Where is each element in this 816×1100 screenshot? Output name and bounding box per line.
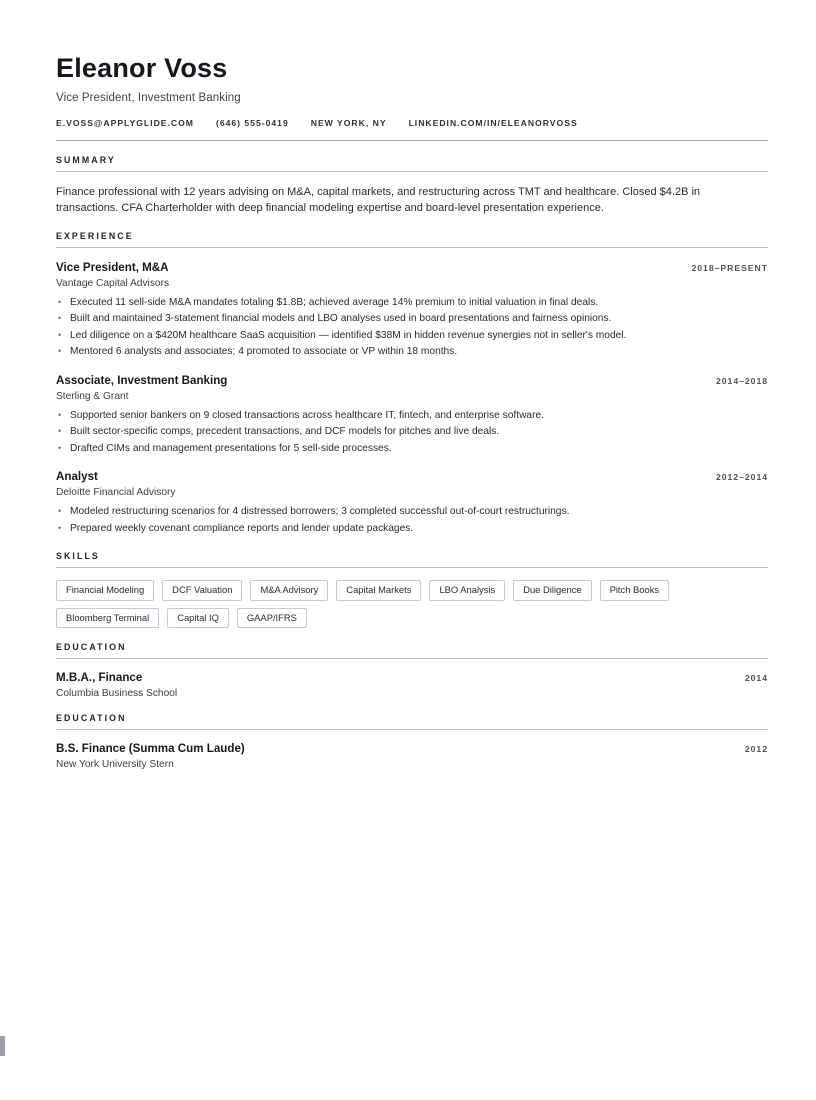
entry-organization: Vantage Capital Advisors: [56, 277, 170, 289]
entry-organization: Sterling & Grant: [56, 390, 129, 402]
entry-header: [56, 742, 768, 755]
education-entry: [56, 742, 768, 770]
skill-chip: LBO Analysis: [429, 580, 505, 600]
skills-list: [56, 580, 766, 628]
entry-bullets: [56, 504, 768, 537]
bullet-item: • Supported senior bankers on 9 closed transactions across healthcare IT, fintech, and enterprise software.: [56, 408, 768, 425]
entry-role: Associate, Investment Banking: [56, 373, 228, 387]
section-skills: [56, 551, 768, 628]
header-divider: [56, 140, 768, 141]
page-background-bottom: [0, 1056, 816, 1100]
entry-role: Analyst: [56, 470, 98, 484]
skill-chip: DCF Valuation: [162, 580, 242, 600]
skill-chip: M&A Advisory: [250, 580, 328, 600]
section-title-skills: SKILLS: [56, 551, 100, 562]
contact-linkedin[interactable]: LINKEDIN.COM/IN/ELEANORVOSS: [408, 117, 578, 128]
section-divider: [56, 729, 768, 730]
skill-chip: Capital IQ: [167, 608, 229, 628]
entry-organization: Deloitte Financial Advisory: [56, 487, 176, 499]
bullet-item: • Prepared weekly covenant compliance reports and lender update packages.: [56, 521, 768, 538]
experience-entry: [56, 374, 768, 458]
section-education-undergraduate: [56, 713, 768, 770]
entry-header: [56, 671, 768, 684]
entry-bullets: [56, 295, 768, 361]
entry-date: 2012–2014: [715, 472, 768, 483]
section-education-graduate: [56, 642, 768, 699]
section-summary: [56, 155, 768, 217]
education-date: 2014: [744, 673, 768, 684]
section-title-experience: EXPERIENCE: [56, 230, 134, 241]
bullet-item: • Led diligence on a $420M healthcare SaaS acquisition — identified $38M in hidden revenue synergies not in seller's model.: [56, 328, 768, 345]
experience-entry: [56, 261, 768, 361]
bullet-item: • Modeled restructuring scenarios for 4 distressed borrowers; 3 completed successful out-of-court restructurings.: [56, 504, 768, 521]
contact-location: NEW YORK, NY: [310, 117, 387, 128]
entry-bullets: [56, 408, 768, 458]
skill-chip: Pitch Books: [600, 580, 670, 600]
contact-email[interactable]: E.VOSS@APPLYGLIDE.COM: [56, 117, 194, 128]
skill-chip: Bloomberg Terminal: [56, 608, 159, 628]
entry-header: [56, 374, 768, 387]
education-school: Columbia Business School: [56, 688, 178, 700]
section-divider: [56, 567, 768, 568]
page-title: Eleanor Voss: [56, 53, 228, 83]
section-experience: [56, 231, 768, 538]
section-divider: [56, 171, 768, 172]
contact-row: [56, 118, 768, 128]
skill-chip: Due Diligence: [513, 580, 591, 600]
resume-header: [56, 54, 768, 141]
header-subtitle: Vice President, Investment Banking: [56, 91, 241, 104]
education-entry: [56, 671, 768, 699]
section-title-summary: SUMMARY: [56, 154, 116, 165]
bullet-item: • Built and maintained 3-statement financial models and LBO analyses used in board presentations and fairness opinions.: [56, 311, 768, 328]
bullet-item: • Drafted CIMs and management presentations for 5 sell-side processes.: [56, 441, 768, 458]
entry-header: [56, 261, 768, 274]
skill-chip: GAAP/IFRS: [237, 608, 307, 628]
experience-entry: [56, 470, 768, 537]
bullet-item: • Mentored 6 analysts and associates; 4 promoted to associate or VP within 18 months.: [56, 344, 768, 361]
education-degree: M.B.A., Finance: [56, 671, 143, 685]
skill-chip: Financial Modeling: [56, 580, 154, 600]
section-divider: [56, 247, 768, 248]
summary-text: Finance professional with 12 years advising on M&A, capital markets, and restructuring across TMT and healthcare. Closed $4.2B in transactions. CFA Charterholder with deep financial modeling expertise and board-level presentation experience.: [56, 185, 701, 215]
bullet-item: • Executed 11 sell-side M&A mandates totaling $1.8B; achieved average 14% premium to initial valuation in final deals.: [56, 295, 768, 312]
section-title-education: EDUCATION: [56, 642, 127, 653]
entry-date: 2014–2018: [715, 375, 768, 386]
entry-header: [56, 470, 768, 483]
education-date: 2012: [744, 744, 768, 755]
entry-date: 2018–PRESENT: [691, 262, 768, 273]
skill-chip: Capital Markets: [336, 580, 421, 600]
education-degree: B.S. Finance (Summa Cum Laude): [56, 742, 245, 756]
bullet-item: • Built sector-specific comps, precedent transactions, and DCF models for pitches and live deals.: [56, 424, 768, 441]
section-divider: [56, 658, 768, 659]
education-school: New York University Stern: [56, 759, 174, 771]
contact-phone: (646) 555-0419: [215, 117, 289, 128]
entry-role: Vice President, M&A: [56, 260, 169, 274]
section-title-education: EDUCATION: [56, 713, 127, 724]
